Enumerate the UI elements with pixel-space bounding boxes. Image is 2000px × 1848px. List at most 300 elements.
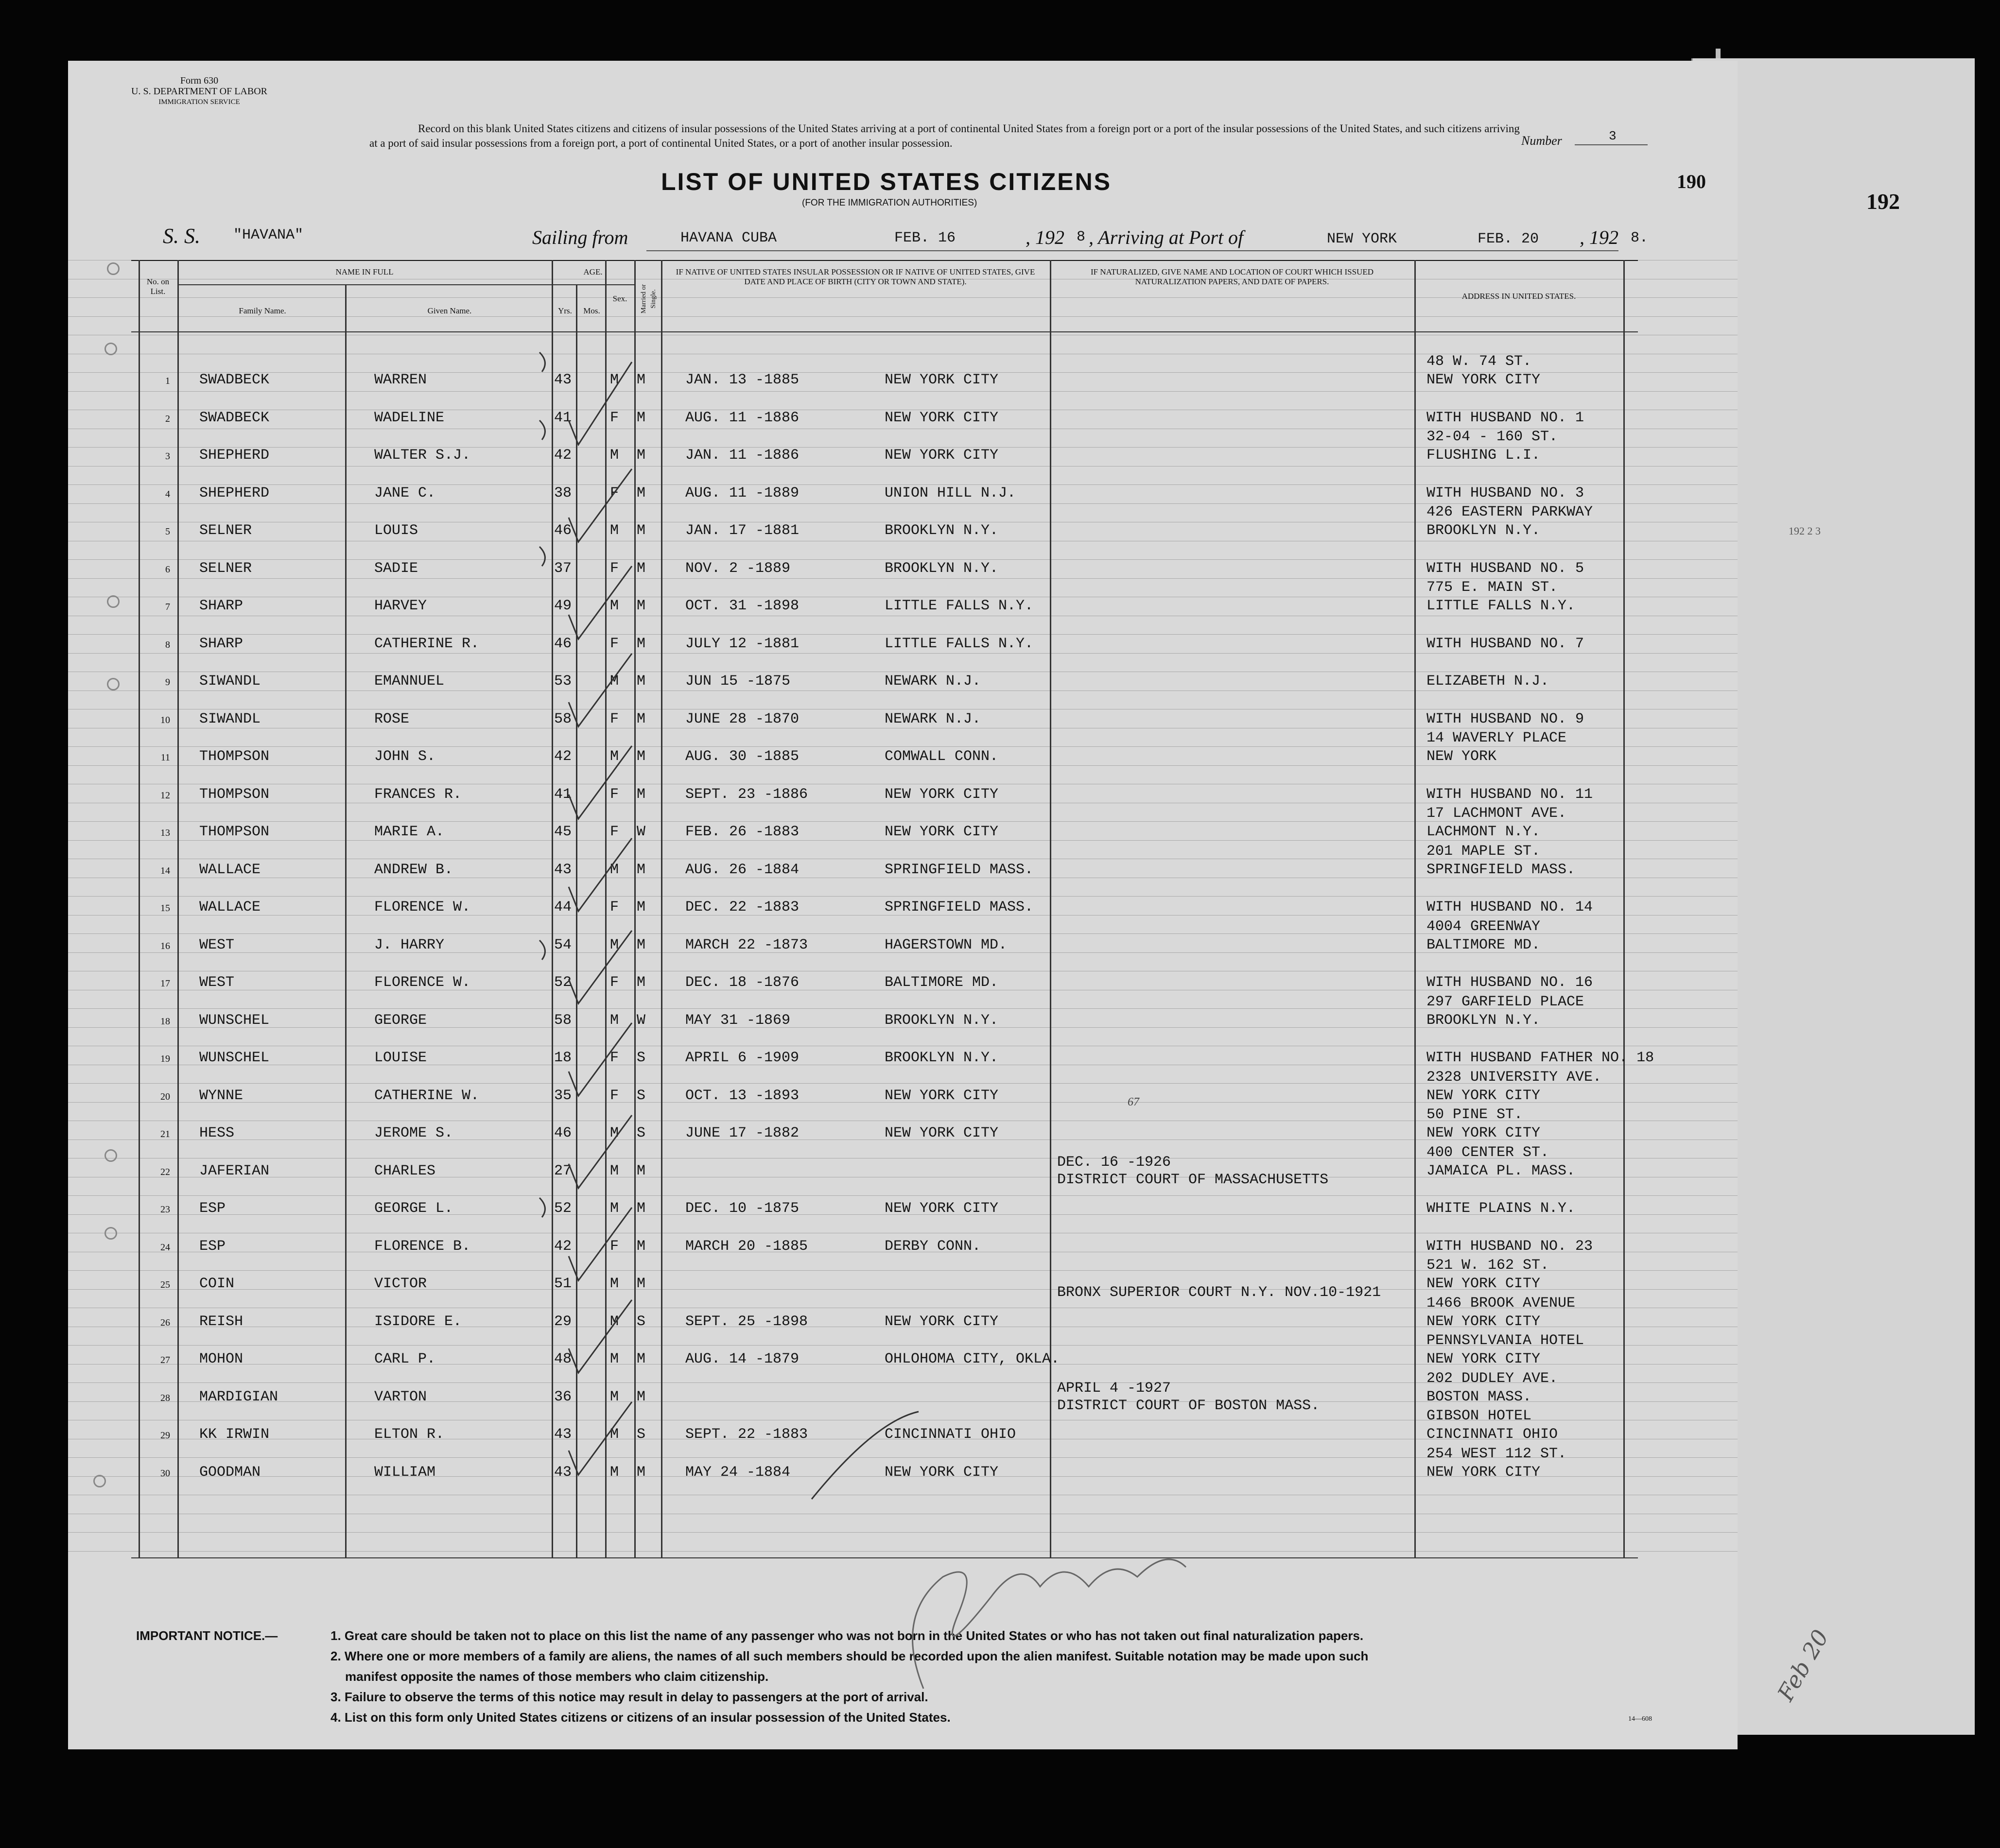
cell-ms: M (637, 409, 646, 426)
check-mark (569, 469, 632, 542)
cell-address: LITTLE FALLS N.Y. (1426, 598, 1576, 614)
cell-given: JEROME S. (374, 1125, 453, 1141)
check-mark (569, 362, 632, 445)
cell-address: CINCINNATI OHIO (1426, 1426, 1558, 1443)
cell-address: 17 LACHMONT AVE. (1426, 805, 1567, 822)
cell-age: 58 (554, 710, 572, 727)
cell-address: FLUSHING L.I. (1426, 447, 1541, 464)
row-number: 4 (165, 488, 170, 500)
cell-sex: F (610, 899, 619, 915)
cell-date: OCT. 31 -1898 (685, 598, 800, 614)
cell-place: BROOKLYN N.Y. (885, 522, 999, 539)
row-number: 21 (160, 1129, 170, 1140)
department: U. S. DEPARTMENT OF LABOR (131, 86, 267, 97)
cell-given: MARIE A. (374, 824, 445, 840)
check-mark (569, 654, 632, 726)
year-suffix: , 192 (1580, 226, 1618, 248)
number-value: 3 (1609, 129, 1617, 143)
cell-ms: M (637, 748, 646, 765)
manifest-page (68, 61, 1738, 1749)
cell-date: MARCH 20 -1885 (685, 1238, 808, 1255)
signature-scrawl (913, 1559, 1186, 1689)
cell-ms: M (637, 1388, 646, 1405)
cell-address: 48 W. 74 ST. (1426, 353, 1532, 370)
cell-age: 42 (554, 1238, 572, 1255)
record-instructions: Record on this blank United States citizens and citizens of insular possessions of the United States arriving at a port of continental United States from a foreign port or a port of the insular possessions of the United States, and such citizens arriving at a port of said insular possessions from a foreign port, a port of continental United States, or a port of another insular possession. (369, 122, 1520, 149)
cell-date: APRIL 6 -1909 (685, 1050, 800, 1066)
cell-sex: M (610, 861, 619, 878)
cell-family: GOODMAN (199, 1464, 261, 1481)
row-number: 24 (160, 1242, 170, 1253)
row-number: 13 (160, 828, 170, 838)
cell-age: 43 (554, 372, 572, 388)
form-number: Form 630 (180, 75, 219, 86)
cell-family: REISH (199, 1313, 243, 1330)
cell-family: JAFERIAN (199, 1162, 270, 1179)
cell-date: MAY 31 -1869 (685, 1012, 791, 1029)
cell-address: 400 CENTER ST. (1426, 1144, 1549, 1161)
cell-address: 201 MAPLE ST. (1426, 843, 1541, 860)
check-mark (569, 838, 632, 911)
cell-sex: M (610, 447, 619, 464)
cell-address: WITH HUSBAND NO. 1 (1426, 409, 1584, 426)
cell-place: NEW YORK CITY (885, 447, 999, 464)
cell-age: 54 (554, 936, 572, 953)
cell-ms: M (637, 1276, 646, 1292)
cell-date: MAY 24 -1884 (685, 1464, 791, 1481)
row-number: 12 (160, 790, 170, 801)
cell-date: JULY 12 -1881 (685, 635, 800, 652)
bracket-mark (539, 940, 545, 960)
cell-place: NEW YORK CITY (885, 409, 999, 426)
cell-address: GIBSON HOTEL (1426, 1408, 1532, 1424)
cell-address: 1466 BROOK AVENUE (1426, 1295, 1576, 1312)
row-number: 11 (160, 752, 170, 763)
year-digit: 8 (1077, 229, 1086, 245)
cell-sex: M (610, 1351, 619, 1367)
cell-ms: W (637, 1012, 646, 1029)
cell-given: WARREN (374, 372, 427, 388)
cell-age: 38 (554, 484, 572, 501)
row-number: 6 (165, 564, 170, 575)
cell-given: CHARLES (374, 1162, 436, 1179)
cell-date: AUG. 14 -1879 (685, 1351, 800, 1367)
arriving-label: , Arriving at Port of (1089, 226, 1244, 248)
cell-age: 42 (554, 447, 572, 464)
from-date: FEB. 16 (894, 230, 956, 246)
cell-family: SHEPHERD (199, 484, 270, 501)
cell-age: 18 (554, 1050, 572, 1066)
cell-age: 35 (554, 1087, 572, 1104)
to-port: NEW YORK (1327, 231, 1397, 247)
notice-item: 2. Where one or more members of a family are aliens, the names of all such members should be recorded upon the alien manifest. Suitable notation may be made upon such (330, 1649, 1369, 1663)
cell-date: OCT. 13 -1893 (685, 1087, 800, 1104)
cell-address: ELIZABETH N.J. (1426, 673, 1549, 690)
cell-place: NEW YORK CITY (885, 786, 999, 803)
cell-sex: M (610, 936, 619, 953)
cell-ms: M (637, 974, 646, 991)
cell-address: 50 PINE ST. (1426, 1106, 1523, 1123)
row-number: 25 (160, 1279, 170, 1290)
cell-age: 44 (554, 899, 572, 915)
col-sex-header: Sex. (612, 294, 627, 303)
notice-item: 1. Great care should be taken not to place on this list the name of any passenger who was not born in the United States or who has not taken out final naturalization papers. (330, 1628, 1364, 1643)
cell-address: WITH HUSBAND NO. 9 (1426, 710, 1584, 727)
bracket-mark (539, 352, 545, 372)
cell-age: 45 (554, 824, 572, 840)
cell-place: NEWARK N.J. (885, 673, 981, 690)
check-mark (569, 1115, 632, 1188)
cell-ms: M (637, 899, 646, 915)
cell-address: LACHMONT N.Y. (1426, 824, 1541, 840)
cell-place: LITTLE FALLS N.Y. (885, 635, 1034, 652)
cell-place: LITTLE FALLS N.Y. (885, 598, 1034, 614)
cell-sex: M (610, 1388, 619, 1405)
cell-family: ESP (199, 1238, 226, 1255)
cell-sex: M (610, 598, 619, 614)
cell-given: GEORGE L. (374, 1200, 453, 1217)
col-given-header: Given Name. (427, 306, 472, 315)
cell-date: JUN 15 -1875 (685, 673, 791, 690)
cell-family: SELNER (199, 560, 252, 577)
cell-given: WALTER S.J. (374, 447, 471, 464)
cell-address: NEW YORK CITY (1426, 1351, 1541, 1367)
cell-naturalization: APRIL 4 -1927 (1057, 1380, 1171, 1397)
cell-given: FLORENCE B. (374, 1238, 471, 1255)
cell-age: 29 (554, 1313, 572, 1330)
notice-item: manifest opposite the names of those members who claim citizenship. (345, 1669, 769, 1684)
cell-date: JAN. 11 -1886 (685, 447, 800, 464)
cell-address: WITH HUSBAND FATHER NO. 18 (1426, 1050, 1654, 1066)
cell-given: GEORGE (374, 1012, 427, 1029)
notice-item: 4. List on this form only United States citizens or citizens of an insular possession of the United States. (330, 1710, 951, 1725)
cell-age: 36 (554, 1388, 572, 1405)
row-number: 2 (165, 413, 170, 424)
cell-family: COIN (199, 1276, 235, 1292)
cell-place: NEW YORK CITY (885, 1125, 999, 1141)
cell-age: 27 (554, 1162, 572, 1179)
cell-given: HARVEY (374, 598, 427, 614)
cell-ms: M (637, 447, 646, 464)
cell-date: SEPT. 25 -1898 (685, 1313, 808, 1330)
cell-given: FLORENCE W. (374, 974, 471, 991)
cell-address: WHITE PLAINS N.Y. (1426, 1200, 1576, 1217)
cell-family: SIWANDL (199, 673, 261, 690)
number-label: Number (1521, 134, 1562, 148)
cell-address: 254 WEST 112 ST. (1426, 1445, 1567, 1462)
cell-place: BROOKLYN N.Y. (885, 560, 999, 577)
cell-place: NEW YORK CITY (885, 1200, 999, 1217)
bracket-mark (539, 420, 545, 440)
check-mark (569, 1208, 632, 1280)
cell-family: MOHON (199, 1351, 243, 1367)
cell-address: 32-04 - 160 ST. (1426, 429, 1558, 445)
cell-date: JAN. 17 -1881 (685, 522, 800, 539)
cell-sex: F (610, 974, 619, 991)
cell-family: SWADBECK (199, 409, 270, 426)
from-port: HAVANA CUBA (680, 230, 777, 246)
row-number: 8 (165, 639, 170, 650)
cell-naturalization: DISTRICT COURT OF BOSTON MASS. (1057, 1397, 1320, 1414)
year-prefix: , 192 (1026, 226, 1064, 248)
cell-family: WALLACE (199, 861, 261, 878)
cell-address: NEW YORK CITY (1426, 372, 1541, 388)
cell-family: MARDIGIAN (199, 1388, 278, 1405)
bracket-mark (539, 547, 545, 566)
cell-naturalization: DEC. 16 -1926 (1057, 1154, 1171, 1171)
cell-ms: S (637, 1426, 646, 1443)
cell-ms: M (637, 1200, 646, 1217)
sailing-label: Sailing from (532, 226, 628, 248)
cell-naturalization: DISTRICT COURT OF MASSACHUSETTS (1057, 1171, 1329, 1188)
row-number: 19 (160, 1054, 170, 1064)
cell-sex: F (610, 1050, 619, 1066)
cell-place: NEW YORK CITY (885, 1313, 999, 1330)
cell-family: SWADBECK (199, 372, 270, 388)
cell-address: BALTIMORE MD. (1426, 936, 1541, 953)
row-number: 9 (165, 677, 170, 688)
cell-ms: M (637, 598, 646, 614)
cell-age: 48 (554, 1351, 572, 1367)
cell-sex: M (610, 673, 619, 690)
cell-ms: M (637, 786, 646, 803)
cell-sex: M (610, 1162, 619, 1179)
cell-sex: F (610, 484, 619, 501)
cell-given: FRANCES R. (374, 786, 462, 803)
cell-place: SPRINGFIELD MASS. (885, 861, 1034, 878)
cell-address: 521 W. 162 ST. (1426, 1257, 1549, 1274)
cell-place: HAGERSTOWN MD. (885, 936, 1008, 953)
cell-ms: M (637, 673, 646, 690)
cell-given: ROSE (374, 710, 410, 727)
stroke-mark (812, 1412, 919, 1499)
cell-age: 49 (554, 598, 572, 614)
row-number: 23 (160, 1204, 170, 1215)
cell-age: 41 (554, 786, 572, 803)
cell-family: WUNSCHEL (199, 1012, 270, 1029)
cell-date: JUNE 28 -1870 (685, 710, 800, 727)
cell-age: 42 (554, 748, 572, 765)
cell-age: 58 (554, 1012, 572, 1029)
cell-address: NEW YORK (1426, 748, 1497, 765)
row-number: 26 (160, 1317, 170, 1328)
row-number: 7 (165, 602, 170, 612)
cell-sex: F (610, 1087, 619, 1104)
to-date: FEB. 20 (1478, 231, 1539, 247)
cell-address: BROOKLYN N.Y. (1426, 522, 1541, 539)
row-number: 1 (165, 376, 170, 386)
cell-family: SHEPHERD (199, 447, 270, 464)
ship-name: "HAVANA" (233, 227, 304, 243)
cell-place: UNION HILL N.J. (885, 484, 1016, 501)
row-number: 22 (160, 1166, 170, 1177)
row-number: 30 (160, 1468, 170, 1479)
cell-sex: M (610, 1464, 619, 1481)
col-yrs-header: Yrs. (558, 306, 572, 315)
ss-label: S. S. (163, 224, 200, 248)
cell-age: 53 (554, 673, 572, 690)
row-number: 20 (160, 1091, 170, 1102)
check-mark (569, 1023, 632, 1096)
handwritten-marks (68, 61, 1738, 1749)
cell-place: NEW YORK CITY (885, 372, 999, 388)
cell-address: WITH HUSBAND NO. 14 (1426, 899, 1593, 915)
cell-ms: M (637, 522, 646, 539)
cell-address: 2328 UNIVERSITY AVE. (1426, 1069, 1602, 1086)
cell-sex: M (610, 1012, 619, 1029)
cell-address: 202 DUDLEY AVE. (1426, 1370, 1558, 1387)
cell-family: WALLACE (199, 899, 261, 915)
cell-sex: M (610, 522, 619, 539)
cell-address: WITH HUSBAND NO. 11 (1426, 786, 1593, 803)
cell-ms: M (637, 1351, 646, 1367)
cell-given: WADELINE (374, 409, 445, 426)
cell-age: 43 (554, 861, 572, 878)
col-birth-header: IF NATIVE OF UNITED STATES INSULAR POSSESSION OR IF NATIVE OF UNITED STATES, GIVE DATE AND PLACE OF BIRTH (CITY OR TOWN AND STATE). (676, 267, 1035, 286)
cell-given: SADIE (374, 560, 418, 577)
cell-ms: S (637, 1125, 646, 1141)
cell-family: WEST (199, 936, 235, 953)
cell-ms: M (637, 1464, 646, 1481)
cell-ms: M (637, 710, 646, 727)
col-name-header: NAME IN FULL (335, 267, 394, 276)
cell-ms: M (637, 635, 646, 652)
cell-address: PENNSYLVANIA HOTEL (1426, 1332, 1584, 1349)
cell-sex: F (610, 824, 619, 840)
cell-ms: M (637, 936, 646, 953)
cell-address: 14 WAVERLY PLACE (1426, 730, 1567, 746)
cell-given: VICTOR (374, 1276, 427, 1292)
row-number: 10 (160, 714, 170, 725)
cell-family: ESP (199, 1200, 226, 1217)
cell-family: SELNER (199, 522, 252, 539)
cell-sex: F (610, 1238, 619, 1255)
cell-ms: S (637, 1313, 646, 1330)
cell-address: 4004 GREENWAY (1426, 918, 1541, 935)
cell-address: NEW YORK CITY (1426, 1464, 1541, 1481)
cell-address: JAMAICA PL. MASS. (1426, 1162, 1576, 1179)
cell-family: HESS (199, 1125, 235, 1141)
cell-date: NOV. 2 -1889 (685, 560, 791, 577)
cell-date: DEC. 10 -1875 (685, 1200, 800, 1217)
cell-place: NEW YORK CITY (885, 1464, 999, 1481)
check-mark (569, 566, 632, 639)
cell-address: NEW YORK CITY (1426, 1276, 1541, 1292)
cell-ms: M (637, 1238, 646, 1255)
cell-date: AUG. 11 -1886 (685, 409, 800, 426)
col-married-header: Married or Single. (640, 284, 657, 314)
cell-age: 43 (554, 1464, 572, 1481)
cell-address: WITH HUSBAND NO. 16 (1426, 974, 1593, 991)
cell-ms: S (637, 1087, 646, 1104)
row20-mark: 67 (1128, 1096, 1139, 1108)
cell-address: NEW YORK CITY (1426, 1087, 1541, 1104)
cell-address: 426 EASTERN PARKWAY (1426, 504, 1593, 520)
cell-place: NEW YORK CITY (885, 1087, 999, 1104)
cell-given: FLORENCE W. (374, 899, 471, 915)
cell-address: WITH HUSBAND NO. 5 (1426, 560, 1584, 577)
cell-place: BROOKLYN N.Y. (885, 1012, 999, 1029)
cell-ms: M (637, 861, 646, 878)
cell-sex: F (610, 560, 619, 577)
row-number: 16 (160, 940, 170, 951)
row-number: 14 (160, 865, 170, 876)
check-mark (569, 931, 632, 1003)
cell-ms: M (637, 560, 646, 577)
cell-address: 297 GARFIELD PLACE (1426, 993, 1584, 1010)
form-code: 14—608 (1628, 1715, 1652, 1723)
cell-address: NEW YORK CITY (1426, 1313, 1541, 1330)
col-age-header: AGE. (583, 267, 603, 276)
cell-family: THOMPSON (199, 824, 270, 840)
cell-given: ISIDORE E. (374, 1313, 462, 1330)
cell-naturalization: BRONX SUPERIOR COURT N.Y. NOV.10-1921 (1057, 1284, 1381, 1301)
cell-place: SPRINGFIELD MASS. (885, 899, 1034, 915)
cell-date: JUNE 17 -1882 (685, 1125, 800, 1141)
cell-age: 46 (554, 635, 572, 652)
cell-address: WITH HUSBAND NO. 23 (1426, 1238, 1593, 1255)
cell-sex: F (610, 635, 619, 652)
year-digit-2: 8. (1631, 230, 1649, 246)
row-number: 15 (160, 903, 170, 914)
cell-place: OHLOHOMA CITY, OKLA. (885, 1351, 1060, 1367)
cell-ms: W (637, 824, 646, 840)
cell-address: BOSTON MASS. (1426, 1388, 1532, 1405)
cell-place: NEWARK N.J. (885, 710, 981, 727)
col-mos-header: Mos. (583, 306, 600, 315)
row-number: 18 (160, 1016, 170, 1027)
cell-given: J. HARRY (374, 936, 445, 953)
cell-age: 46 (554, 522, 572, 539)
cell-date: MARCH 22 -1873 (685, 936, 808, 953)
cell-given: VARTON (374, 1388, 427, 1405)
cell-family: SHARP (199, 635, 243, 652)
cell-family: SHARP (199, 598, 243, 614)
cell-sex: M (610, 1200, 619, 1217)
cell-sex: M (610, 1125, 619, 1141)
cell-given: EMANNUEL (374, 673, 445, 690)
cell-address: NEW YORK CITY (1426, 1125, 1541, 1141)
cell-place: CINCINNATI OHIO (885, 1426, 1016, 1443)
row-number: 17 (160, 978, 170, 989)
cell-age: 52 (554, 1200, 572, 1217)
row-number: 3 (165, 451, 170, 462)
cell-family: WYNNE (199, 1087, 243, 1104)
cell-given: CATHERINE W. (374, 1087, 480, 1104)
row-number: 29 (160, 1430, 170, 1441)
cell-date: DEC. 22 -1883 (685, 899, 800, 915)
cell-given: ANDREW B. (374, 861, 453, 878)
cell-date: SEPT. 22 -1883 (685, 1426, 808, 1443)
col-address-header: ADDRESS IN UNITED STATES. (1461, 292, 1576, 301)
check-mark (569, 1402, 632, 1475)
cell-given: ELTON R. (374, 1426, 445, 1443)
cell-age: 41 (554, 409, 572, 426)
cell-date: AUG. 11 -1889 (685, 484, 800, 501)
cell-sex: F (610, 710, 619, 727)
row-number: 5 (165, 526, 170, 537)
cell-ms: M (637, 484, 646, 501)
cell-sex: F (610, 786, 619, 803)
cell-sex: M (610, 372, 619, 388)
cell-given: WILLIAM (374, 1464, 436, 1481)
cell-family: THOMPSON (199, 786, 270, 803)
check-mark (569, 746, 632, 819)
cell-place: BROOKLYN N.Y. (885, 1050, 999, 1066)
margin-annotation: 192 2 3 (1789, 525, 1821, 537)
cell-ms: M (637, 372, 646, 388)
check-marks (539, 352, 919, 1499)
